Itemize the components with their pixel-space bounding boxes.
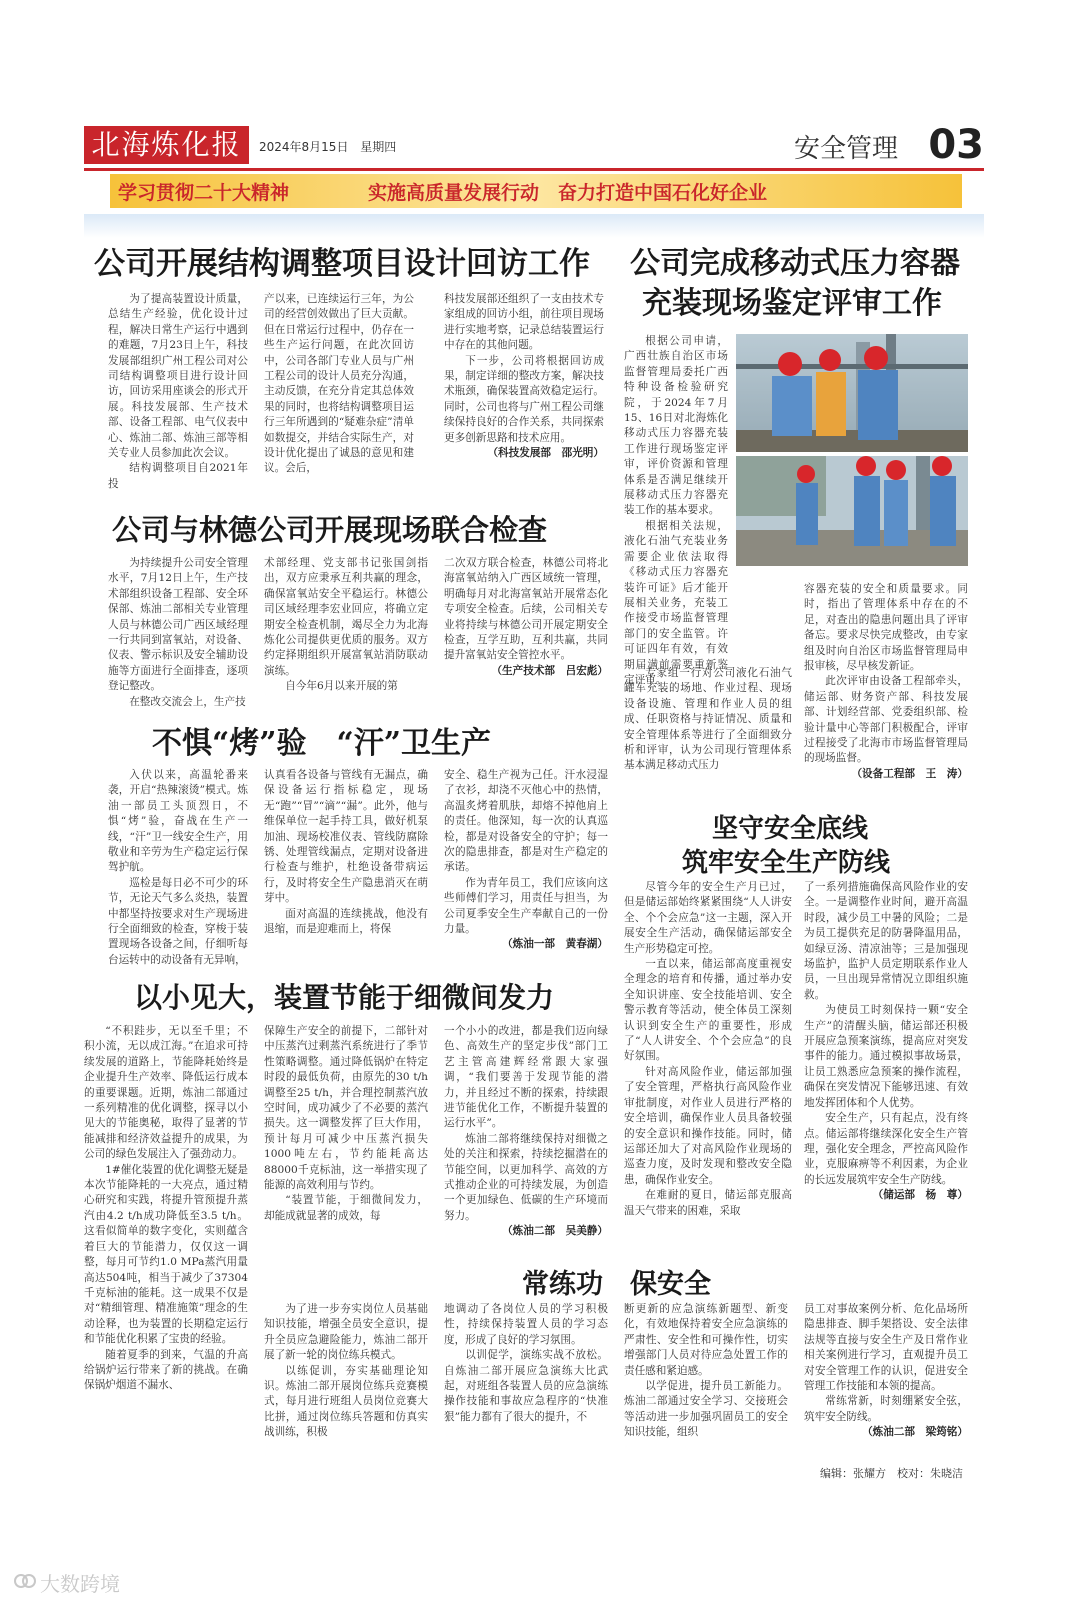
article6-column-1 [84, 1024, 248, 1464]
inspection-photo [736, 334, 968, 566]
slogan-banner [110, 174, 962, 208]
slogan-part-2: 实施高质量发展行动 奋力打造中国石化好企业 [368, 182, 768, 204]
article5-paragraph: 一直以来，储运部高度重视安全理念的培育和传播，通过举办安全知识讲座、安全技能培训、安全警示教育等活动，使全体员工深刻认识到安全生产的重要性，形成了“人人讲安全、个个会应急”的良好氛围。 [624, 958, 792, 1063]
article2-paragraph: 根据相关法规，液化石油气充装业务需要企业依法取得《移动式压力容器充装许可证》后才能开展相关业务，充装工作接受市场监督管理部门的安全监管。许可证四年有效，有效期届满前需要重新鉴定评审。 [624, 519, 728, 686]
article7-column-4 [804, 1302, 968, 1462]
article4-paragraph: 巡检是每日必不可少的环节，无论天气多么炎热，装置中都坚持按要求对生产现场进行全面细致的检查，穿梭于装置现场各设备之间，仔细听每台运转中的动设备有无异响， [108, 876, 248, 966]
article6-paragraph: 1#催化装置的优化调整无疑是本次节能降耗的一大亮点，通过精心研究和实践，将提升管预提升蒸汽由4.2 t/h成功降低至3.5 t/h。这看似简单的数字变化，实则蕴含着巨大的节能潜力，仅仅这一调整，每月可节约1.0 MPa蒸汽用量高达504吨，相当于减少了37304千克标油的能耗。这一成果不仅是对“精细管理、精准施策”理念的生动诠释，也为装置的长期稳定运行和节能优化积累了宝贵的经验。 [84, 1163, 248, 1346]
article2-column-1a [624, 334, 728, 686]
article2-paragraph: 容器充装的安全和质量要求。同时，指出了管理体系中存在的不足，对查出的隐患问题出具了评审备忘。要求尽快完成整改，由专家组及时向自治区市场监督管理局申报审核，尽早核发新证。 [804, 583, 968, 673]
issue-date: 2024年8月15日 [259, 140, 349, 154]
article1-paragraph: 结构调整项目自2021年投 [108, 462, 248, 490]
article3-paragraph: 术部经理、党支部书记张国剑指出，双方应秉承互利共赢的理念，确保富氧站安全平稳运行。林德公司区域经理李宏业回应，将确立定期安全检查机制，竭尽全力为北海炼化公司提供更优质的服务。双方约定择期组织开展富氧站消防联动演练。 [264, 557, 428, 677]
article6-paragraph: 保障生产安全的前提下，二部针对中压蒸汽过剩蒸汽系统进行了季节性策略调整。通过降低锅炉在特定时段的最低负荷，由原先的30 t/h调整至25 t/h，并合理控制蒸汽放空时间，成功减少了不必要的蒸汽损失。这一调整发挥了巨大作用，预计每月可减少中压蒸汽损失1000吨左右，节约能耗高达88000千克标油，这一举措实现了能源的高效利用与节约。 [264, 1025, 428, 1192]
section-name: 安全管理 [793, 134, 898, 164]
header-decoration [84, 214, 984, 238]
article5-title-line2: 筑牢安全生产防线 [682, 848, 891, 878]
article1-byline: （科技发展部 邵光明） [487, 447, 604, 460]
article3-column-3 [444, 556, 608, 702]
article1-title: 公司开展结构调整项目设计回访工作 [94, 246, 590, 282]
article4-column-1 [108, 768, 248, 964]
issue-weekday: 星期四 [360, 140, 397, 154]
article7-column-2 [444, 1302, 608, 1462]
article5-paragraph: 针对高风险作业，储运部加强了安全管理，严格执行高风险作业审批制度，对作业人员进行严格的安全培训，确保作业人员具备较强的安全意识和操作技能。同时，储运部还加大了对高风险作业现场的巡查力度，及时发现和整改安全隐患，确保作业安全。 [624, 1065, 792, 1186]
slogan-part-1: 学习贯彻二十大精神 [118, 182, 290, 204]
article5-paragraph: 为使员工时刻保持一颗“安全生产”的清醒头脑，储运部还积极开展应急预案演练，提高应对突发事件的能力。通过模拟事故场景，让员工熟悉应急预案的操作流程，确保在突发情况下能够迅速、有效地发挥团体和个人优势。 [804, 1004, 968, 1109]
article3-column-2 [264, 556, 428, 702]
article1-paragraph: 科技发展部还组织了一支由技术专家组成的回访小组，前往项目现场进行实地考察，记录总结装置运行中存在的其他问题。 [444, 293, 604, 352]
article6-paragraph: “装置节能，于细微间发力，却能成就显著的成效，每 [264, 1194, 428, 1222]
article2-title-line2: 充装现场鉴定评审工作 [642, 286, 942, 321]
article3-byline: （生产技术部 吕宏彪） [491, 664, 608, 677]
article1-column-2 [264, 292, 414, 480]
article1-column-3 [444, 292, 604, 480]
masthead [84, 122, 984, 168]
article7-paragraph: 地调动了各岗位人员的学习积极性，持续保持装置人员的学习态度，形成了良好的学习氛围。 [444, 1303, 608, 1346]
article5-paragraph: 安全生产，只有起点，没有终点。储运部将继续深化安全生产管理，强化安全理念，严控高风险作业，克服麻痹等不利因素，为企业的长远发展筑牢安全生产防线。 [804, 1112, 968, 1186]
article3-paragraph: 在整改交流会上，生产技 [129, 695, 246, 708]
article4-paragraph: 入伏以来，高温轮番来袭，开启“热辣滚烫”模式。炼油一部员工头顶烈日，不惧“烤”验，奋战在生产一线，“汗”卫一线安全生产，用敬业和辛劳为生产稳定运行保驾护航。 [108, 769, 248, 874]
article4-column-3 [444, 768, 608, 964]
paper-name: 北海炼化报 [84, 126, 249, 164]
article7-column-3 [624, 1302, 788, 1462]
inspection-photo-image [736, 334, 968, 566]
article1-paragraph: 为了提高装置设计质量，总结生产经验，优化设计过程，解决日常生产运行中遇到的难题，7月23日上午，科技发展部组织广州工程公司对公司结构调整项目进行设计回访，回访采用座谈会的形式开展。科技发展部、生产技术部、设备工程部、电气仪表中心、炼油二部、炼油三部等相关专业人员参加此次会议。 [108, 293, 248, 460]
article7-paragraph: 常练常新，时刻绷紧安全弦，筑牢安全防线。 [804, 1395, 968, 1423]
article4-column-2 [264, 768, 428, 964]
article4-paragraph: 作为青年员工，我们应该向这些师傅们学习，用责任与担当，为公司夏季安全生产奉献自己的一份力量。 [444, 876, 608, 936]
article7-paragraph: 为了进一步夯实岗位人员基础知识技能，增强全员安全意识，提升全员应急避险能力，炼油二部开展了新一轮的岗位练兵模式。 [264, 1303, 428, 1362]
article7-paragraph: 断更新的应急演练新题型、新变化，有效地保持着安全应急演练的严肃性、安全性和可操作性，切实增强部门人员对待应急处置工作的责任感和紧迫感。 [624, 1303, 788, 1377]
article3-column-1 [108, 556, 248, 708]
article6-paragraph: 炼油二部将继续保持对细微之处的关注和探索，持续挖掘潜在的节能空间，以更加科学、高效的方式推动企业的可持续发展，为创造一个更加绿色、低碳的生产环境而努力。 [444, 1132, 608, 1222]
article5-paragraph: 在难耐的夏日，储运部克服高温天气带来的困难，采取 [624, 1189, 792, 1217]
article1-paragraph: 下一步，公司将根据回访成果，制定详细的整改方案，解决技术瓶颈，确保装置高效稳定运行。同时，公司也将与广州工程公司继续保持良好的合作关系，共同探索更多创新思路和技术应用。 [444, 354, 604, 444]
watermark-logo-icon [14, 1571, 36, 1591]
article2-paragraph: 根据公司申请，广西壮族自治区市场监督管理局委托广西特种设备检验研究院，于2024年7月15、16日对北海炼化移动式压力容器充装工作进行现场鉴定评审，评价资源和管理体系是否满足继续开展移动式压力容器充装工作的基本要求。 [624, 335, 728, 517]
dateline [259, 138, 404, 155]
article2-title-line1: 公司完成移动式压力容器 [630, 246, 960, 281]
article5-column-2 [804, 880, 968, 1244]
article6-paragraph: 随着夏季的到来，气温的升高给锅炉运行带来了新的挑战。在确保锅炉烟道不漏水、 [84, 1348, 248, 1392]
article3-paragraph: 二次双方联合检查，林德公司将北海富氧站纳入广西区域统一管理，明确每月对北海富氧站开展常态化专项安全检查。后续，公司相关专业将持续与林德公司开展定期安全检查，互学互助，互利共赢，共同提升富氧站安全管控水平。 [444, 557, 608, 662]
article7-paragraph: 以练促训，夯实基础理论知识。炼油二部开展岗位练兵竞赛模式，每月进行班组人员岗位竞赛大比拼，通过岗位练兵答题和仿真实战训练，积极 [264, 1364, 428, 1439]
article3-paragraph: 自今年6月以来开展的第 [285, 680, 398, 693]
article2-paragraph: 专家组一行对公司液化石油气罐车充装的场地、作业过程、现场设备设施、管理和作业人员的组成、任职资格与持证情况、质量和安全管理体系等进行了全面细致分析和评审，认为公司现行管理体系基本满足移动式压力 [624, 667, 792, 772]
article6-title: 以小见大，装置节能于细微间发力 [134, 981, 555, 1014]
article2-column-2 [804, 582, 968, 798]
article7-paragraph: 以训促学，演练实战不放松。自炼油二部开展应急演练大比武起，对班组各装置人员的应急演练操作技能和事故应急程序的“快准狠”能力都有了很大的提升，不 [444, 1349, 608, 1423]
article4-title: 不惧“烤”验 “汗”卫生产 [152, 726, 492, 761]
article6-paragraph: “不积跬步，无以至千里；不积小流，无以成江海。”在追求可持续发展的道路上，节能降耗始终是企业提升生产效率、降低运行成本的重要课题。近期，炼油二部通过一系列精准的优化调整，探寻以小见大的节能奥秘，取得了显著的节能减排和经济效益提升的成果，为公司的绿色发展注入了强劲动力。 [84, 1025, 248, 1161]
article4-paragraph: 认真看各设备与管线有无漏点，确保设备运行指标稳定，现场无“跑”“冒”“滴”“漏”。此外，他与维保单位一起手持工具，做好机泵加油、现场校准仪表、管线防腐除锈、处理管线漏点，定期对设备进行检查与维护，杜绝设备带病运行，及时将安全生产隐患消灭在萌芽中。 [264, 769, 428, 905]
article6-byline: （炼油二部 吴美静） [502, 1225, 608, 1238]
article3-title: 公司与林德公司开展现场联合检查 [112, 513, 548, 547]
article7-paragraph: 员工对事故案例分析、危化品场所隐患排查、脚手架搭设、安全法律法规等直接与安全生产及日常作业相关案例进行学习，直观提升员工对安全管理工作的认识，促进安全管理工作技能和本领的提高。 [804, 1303, 968, 1393]
article6-paragraph: 一个小小的改进，都是我们迈向绿色、高效生产的坚定步伐”部门工艺主管高建辉经常跟大家强调，“我们要善于发现节能的潜力，并且经过不断的探索，持续跟进节能优化工作，不断提升装置的运行水平”。 [444, 1025, 608, 1130]
article6-column-2 [264, 1024, 428, 1252]
article2-byline: （设备工程部 王 涛） [851, 767, 968, 780]
article3-paragraph: 为持续提升公司安全管理水平，7月12日上午，生产技术部组织设备工程部、安全环保部、炼油二部相关专业管理人员与林德公司广西区域经理一行共同到富氧站，对设备、仪表、警示标识及安全辅助设施等方面进行全面排查，逐项登记整改。 [108, 557, 248, 693]
editor-credit: 编辑：张耀方 校对：朱晓洁 [820, 1467, 963, 1480]
article5-paragraph: 了一系列措施确保高风险作业的安全。一是调整作业时间，避开高温时段，减少员工中暑的风险；二是为员工提供充足的防暑降温用品，如绿豆汤、清凉油等；三是加强现场监护，监护人员定期联系作业人员，一旦出现异常情况立即组织施救。 [804, 881, 968, 1001]
article2-column-1b [624, 666, 792, 778]
article7-title: 常练功 保安全 [522, 1269, 711, 1300]
page-number: 03 [928, 122, 984, 168]
article1-paragraph: 产以来，已连续运行三年，为公司的经营创效做出了巨大贡献。但在日常运行过程中，仍存在一些生产运行问题，在此次回访中，公司各部门专业人员与广州工程公司的设计人员充分沟通，主动反馈，在充分肯定其总体效果的同时，也将结构调整项目运行三年所遇到的“疑难杂症”清单如数提交，并结合实际生产，对设计优化提出了诚恳的意见和建议。会后， [264, 293, 414, 475]
article5-byline: （储运部 杨 尊） [872, 1189, 968, 1202]
article5-column-1 [624, 880, 792, 1244]
article2-paragraph: 此次评审由设备工程部牵头，储运部、财务资产部、科技发展部、计划经营部、党委组织部、检验计量中心等部门积极配合，评审过程接受了北海市市场监督管理局的现场监督。 [804, 675, 968, 765]
article4-paragraph: 面对高温的连续挑战，他没有退缩，而是迎难而上，将保 [264, 907, 428, 936]
article7-column-1 [264, 1302, 428, 1462]
article5-title-line1: 坚守安全底线 [712, 814, 869, 844]
article7-paragraph: 以学促进，提升员工新能力。炼油二部通过安全学习、交接班会等活动进一步加强巩固员工的安全知识技能，组织 [624, 1380, 788, 1439]
article7-byline: （炼油二部 梁筠铭） [862, 1426, 968, 1439]
article5-paragraph: 尽管今年的安全生产月已过，但是储运部始终紧紧围绕“人人讲安全、个个会应急”这一主题，深入开展安全生产活动，确保储运部安全生产形势稳定可控。 [624, 881, 792, 955]
watermark: 大数跨境 [40, 1572, 120, 1596]
masthead-rule [84, 168, 984, 171]
article1-column-1 [108, 292, 248, 490]
article4-paragraph: 安全、稳生产视为己任。汗水浸湿了衣衫，却浇不灭他心中的热情，高温炙烤着肌肤，却熔不掉他肩上的责任。他深知，每一次的认真巡检，都是对设备安全的守护；每一次的隐患排查，都是对生产稳定的承诺。 [444, 769, 608, 874]
article4-byline: （炼油一部 黄春湖） [502, 938, 608, 951]
article6-column-3 [444, 1024, 608, 1252]
